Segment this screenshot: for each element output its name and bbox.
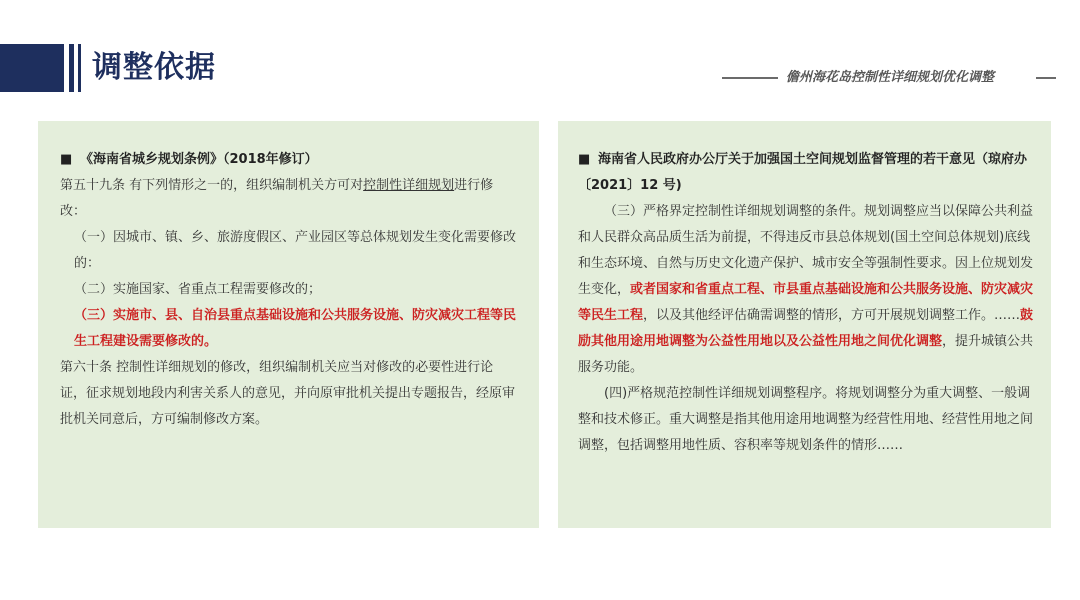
square-bullet-icon: ■: [60, 152, 73, 167]
subtitle-divider-left: [722, 77, 778, 79]
subtitle-divider-right: [1036, 77, 1056, 79]
clause-3-highlight-2: 鼓励其他用途用地调整为公益性用地以及公益性用地之间优化调整: [578, 308, 1034, 349]
right-text-panel: [558, 121, 1051, 528]
article-59-item-2: （二）实施国家、省重点工程需要修改的；: [74, 282, 322, 297]
clause-3-highlight-1: 或者国家和省重点工程、市县重点基础设施和公共服务设施、防灾减灾等民生工程: [578, 282, 1034, 323]
left-panel-heading: ■ 《海南省城乡规划条例》（2018年修订）: [60, 147, 517, 173]
article-59-item-1: （一）因城市、镇、乡、旅游度假区、产业园区等总体规划发生变化需要修改的：: [74, 230, 517, 271]
page-subtitle: 儋州海花岛控制性详细规划优化调整: [786, 70, 995, 85]
article-59-item-3-highlight: （三）实施市、县、自治县重点基础设施和公共服务设施、防灾减灾工程等民生工程建设需要修改的。: [74, 308, 517, 349]
page-title: 调整依据: [92, 50, 216, 85]
header-accent-stripe-thin: [78, 44, 81, 92]
header-accent-bar: [0, 44, 64, 92]
article-60: 第六十条 控制性详细规划的修改，组织编制机关应当对修改的必要性进行论证，征求规划地段内利害关系人的意见，并向原审批机关提出专题报告，经原审批机关同意后，方可编制修改方案。: [60, 360, 516, 427]
clause-4-paragraph: (四)严格规范控制性详细规划调整程序。将规划调整分为重大调整、一般调整和技术修正。重大调整是指其他用途用地调整为经营性用地、经营性用地之间调整，包括调整用地性质、容积率等规划条件的情形……: [578, 386, 1034, 453]
square-bullet-icon: ■: [578, 152, 591, 167]
article-59-underlined-term: 控制性详细规划: [363, 178, 455, 193]
header-accent-stripe: [69, 44, 74, 92]
clause-3-paragraph: （三）严格界定控制性详细规划调整的条件。规划调整应当以保障公共利益和人民群众高品质生活为前提，不得违反市县总体规划(国土空间总体规划)底线和生态环境、自然与历史文化遗产保护、城市安全等强制性要求。因上位规划发生变化，或者国家和省重点工程、市县重点基础设施和公共服务设施、防灾减灾等民生工程，以及其他经评估确需调整的情形，方可开展规划调整工作。……鼓励其他用途用地调整为公益性用地以及公益性用地之间优化调整，提升城镇公共服务功能。: [578, 204, 1034, 375]
article-59: 第五十九条 有下列情形之一的，组织编制机关方可对控制性详细规划进行修改：: [60, 178, 494, 219]
left-text-panel: [38, 121, 539, 528]
right-panel-heading: ■ 海南省人民政府办公厅关于加强国土空间规划监督管理的若干意见（琼府办〔2021〕12 号): [578, 147, 1035, 199]
